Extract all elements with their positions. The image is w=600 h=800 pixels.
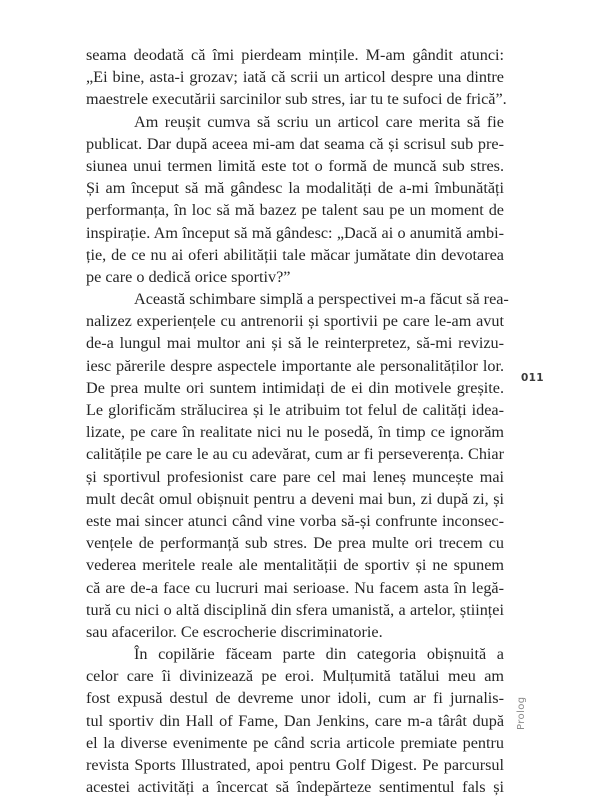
- text-line: fost expusă destul de devreme unor idoli, cum ar fi jurnalis-: [86, 689, 504, 708]
- text-line: vențele de performanță sub stres. De prea multe ori trecem cu: [86, 534, 504, 553]
- text-line: „Ei bine, asta-i grozav; iată că scrii un articol despre una dintre: [86, 68, 504, 87]
- text-line: el la diverse evenimente pe când scria articole premiate pentru: [86, 733, 504, 752]
- text-line: calitățile pe care le au cu adevărat, cum ar fi perseverența. Chiar: [86, 445, 504, 464]
- text-line: vederea meritele reale ale mentalității de sportiv și ne spunem: [86, 556, 504, 575]
- text-line: inspirație. Am început să mă gândesc: „Dacă ai o anumită ambi-: [86, 223, 504, 242]
- text-line: sau afacerilor. Ce escrocherie discriminatorie.: [86, 622, 383, 641]
- text-line: publicat. Dar după aceea mi-am dat seama că și scrisul sub pre-: [86, 134, 504, 153]
- text-line: și sportivul profesionist care pare cel mai leneș muncește mai: [86, 467, 504, 486]
- text-line: performanța, în loc să mă bazez pe talent sau pe un moment de: [86, 201, 504, 220]
- text-line: În copilărie făceam parte din categoria obișnuită a: [134, 645, 504, 664]
- text-line: pe care o dedică orice sportiv?”: [86, 267, 291, 286]
- text-line: este mai sincer atunci când vine vorba să-și confrunte inconsec-: [86, 511, 504, 530]
- text-line: Și am început să mă gândesc la modalități de a-mi îmbunătăți: [86, 179, 504, 198]
- text-line: siunea unui termen limită este tot o formă de muncă sub stres.: [86, 156, 504, 175]
- text-line: celor care îi divinizează pe eroi. Mulțumită tatălui meu am: [86, 667, 504, 686]
- text-line: Le glorificăm strălucirea și le atribuim tot felul de calități idea-: [86, 401, 504, 419]
- text-line: că are de-a face cu lucruri mai serioase. Nu facem asta în legă-: [86, 578, 504, 597]
- text-line: nalizez experiențele cu antrenorii și sportivii pe care le-am avut: [86, 312, 504, 331]
- text-line: maestrele executării sarcinilor sub stres, iar tu te sufoci de frică”.: [86, 90, 507, 109]
- page-number: 011: [521, 372, 544, 384]
- text-line: tul sportiv din Hall of Fame, Dan Jenkins, care m-a târât după: [86, 711, 504, 730]
- body-text: [86, 44, 509, 798]
- text-line: revista Sports Illustrated, apoi pentru Golf Digest. Pe parcursul: [86, 756, 504, 774]
- text-line: tură cu nici o altă disciplină din sfera umanistă, a artelor, științei: [86, 600, 504, 619]
- text-line: acestei activități a încercat să îndepărteze sentimentul fals și: [86, 778, 504, 797]
- text-line: lizate, pe care în realitate nici nu le posedă, în timp ce ignorăm: [86, 423, 504, 442]
- text-line: mult decât omul obișnuit pentru a deveni mai bun, zi după zi, și: [86, 489, 504, 508]
- running-head: Prolog: [516, 696, 527, 730]
- text-line: Această schimbare simplă a perspectivei m-a făcut să rea-: [134, 290, 509, 309]
- text-line: ție, de ce nu ai oferi abilității tale măcar jumătate din devotarea: [86, 245, 504, 264]
- text-line: de-a lungul mai multor ani și să le reinterpretez, să-mi revizu-: [86, 334, 504, 353]
- text-line: Am reușit cumva să scriu un articol care merita să fie: [134, 112, 504, 131]
- text-line: seama deodată că îmi pierdeam mințile. M-am gândit atunci:: [86, 46, 504, 64]
- text-line: De prea multe ori suntem intimidați de ei din motivele greșite.: [86, 378, 504, 397]
- text-line: iesc părerile despre aspectele importante ale personalităților lor.: [86, 356, 504, 375]
